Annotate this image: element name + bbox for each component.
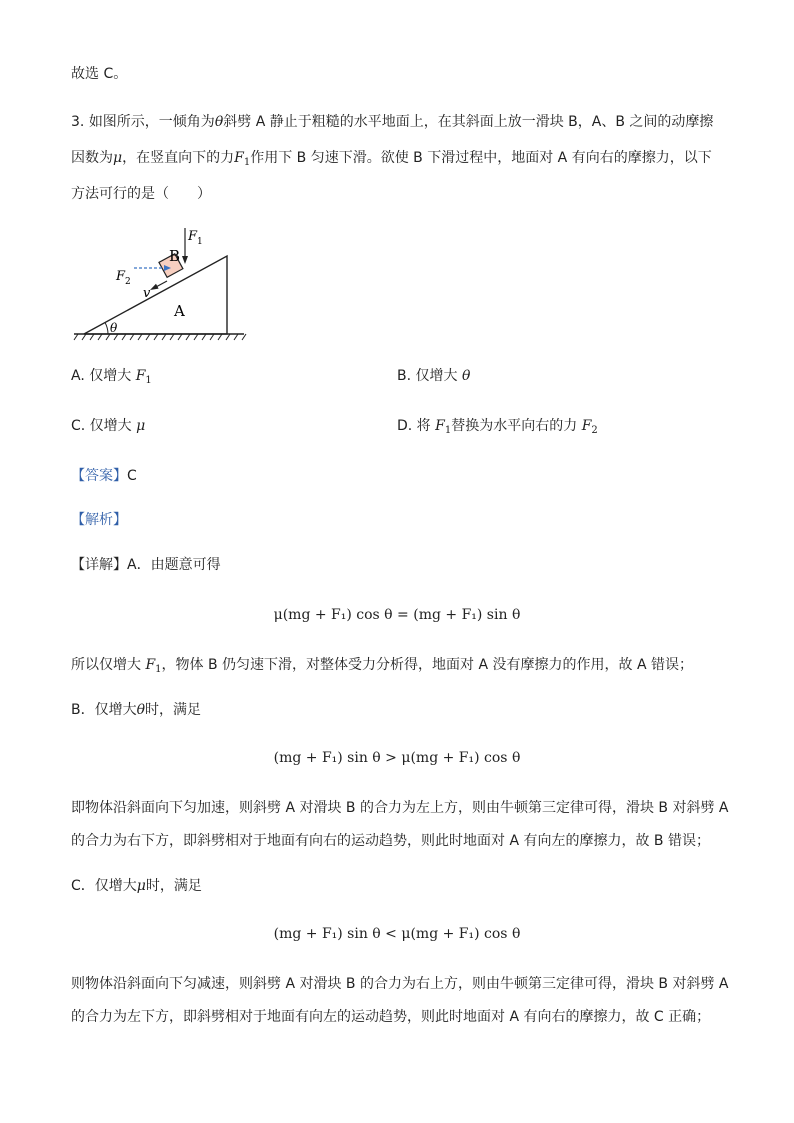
block-label-b: B [169, 247, 181, 265]
f1-symbol: F [234, 150, 244, 166]
option-d[interactable] [397, 416, 598, 441]
option-b-text: B. 仅增大 [397, 368, 458, 384]
previous-conclusion: 故选 C。 [71, 66, 128, 82]
f2-subscript: 2 [591, 425, 598, 436]
equation-1: μ(mg + F₁) cos θ = (mg + F₁) sin θ [273, 607, 521, 623]
option-d-text: 替换为水平向右的力 [451, 418, 578, 434]
wedge-label-a: A [174, 302, 185, 320]
mu-symbol: μ [136, 878, 146, 894]
mu-symbol: μ [113, 150, 123, 166]
force-f1-arrowhead [182, 256, 188, 264]
f1-subscript: 1 [145, 375, 152, 386]
equation-2: (mg + F₁) sin θ > μ(mg + F₁) cos θ [273, 750, 521, 766]
detail-text: A．由题意可得 [127, 557, 221, 573]
option-a[interactable] [71, 366, 152, 391]
incline-diagram [70, 226, 250, 346]
theta-symbol: θ [461, 368, 471, 384]
detail-text: 时，满足 [145, 878, 202, 894]
f1-symbol: F [145, 657, 156, 673]
mu-symbol: μ [136, 418, 146, 434]
question-line-1 [71, 112, 713, 132]
velocity-arrowhead [150, 284, 159, 290]
option-a-text: A. 仅增大 [71, 368, 132, 384]
f2-symbol: F [581, 418, 592, 434]
f1-label-sub: 1 [197, 237, 203, 247]
question-line-2 [71, 148, 712, 173]
answer-line [71, 466, 137, 486]
option-d-text: D. 将 [397, 418, 431, 434]
theta-label: θ [110, 321, 118, 335]
f2-label-sub: 2 [125, 277, 131, 287]
answer-tag: 【答案】 [71, 468, 127, 484]
question-text: 因数为 [71, 150, 113, 166]
analysis-line [71, 510, 127, 530]
detail-text: ，物体 B 仍匀速下滑，对整体受力分析得，地面对 A 没有摩擦力的作用，故 A 错误； [161, 657, 694, 673]
detail-line-c [71, 876, 202, 896]
detail-line-c-result-1: 则物体沿斜面向下匀减速，则斜劈 A 对滑块 B 的合力为右上方，则由牛顿第三定律可得，滑块 B 对斜劈 A [71, 976, 729, 992]
question-number: 3. [71, 114, 85, 130]
equation-3: (mg + F₁) sin θ < μ(mg + F₁) cos θ [273, 926, 521, 942]
f1-label: F [188, 229, 198, 244]
theta-symbol: θ [136, 702, 146, 718]
incline-figure [70, 226, 250, 350]
f1-subscript: 1 [155, 664, 162, 675]
detail-line-b-result-1: 即物体沿斜面向下匀加速，则斜劈 A 对滑块 B 的合力为左上方，则由牛顿第三定律可得，滑块 B 对斜劈 A [71, 800, 729, 816]
detail-text: 时，满足 [145, 702, 202, 718]
question-text: 斜劈 A 静止于粗糙的水平地面上，在其斜面上放一滑块 B，A、B 之间的动摩擦 [223, 114, 714, 130]
analysis-tag: 【解析】 [71, 512, 127, 528]
option-c-text: C. 仅增大 [71, 418, 132, 434]
detail-text: C．仅增大 [71, 878, 137, 894]
detail-line-a-result [71, 655, 693, 680]
detail-text: 所以仅增大 [71, 657, 141, 673]
angle-arc [105, 323, 108, 335]
f1-subscript: 1 [243, 157, 251, 168]
detail-line-b [71, 700, 201, 720]
question-text: 如图所示，一倾角为 [88, 114, 215, 130]
detail-line-a [71, 555, 221, 575]
velocity-label: v [143, 286, 151, 301]
f1-subscript: 1 [444, 425, 452, 436]
theta-symbol: θ [214, 114, 224, 130]
f2-label: F [116, 269, 126, 284]
answer-value: C [127, 468, 137, 484]
f1-symbol: F [435, 418, 445, 434]
ground-hatching [74, 334, 246, 340]
option-c[interactable] [71, 416, 145, 436]
detail-text: B．仅增大 [71, 702, 137, 718]
question-text: 作用下 B 匀速下滑。欲使 B 下滑过程中，地面对 A 有向右的摩擦力，以下 [250, 150, 712, 166]
question-text: ，在竖直向下的力 [122, 150, 235, 166]
detail-tag: 【详解】 [71, 557, 127, 573]
option-b[interactable] [397, 366, 470, 386]
detail-line-b-result-2: 的合力为右下方，即斜劈相对于地面有向右的运动趋势，则此时地面对 A 有向左的摩擦力，故 B 错误； [71, 833, 710, 849]
question-line-3: 方法可行的是（ ） [71, 186, 211, 202]
detail-line-c-result-2: 的合力为左下方，即斜劈相对于地面有向左的运动趋势，则此时地面对 A 有向右的摩擦力，故 C 正确； [71, 1009, 711, 1025]
f1-symbol: F [135, 368, 146, 384]
